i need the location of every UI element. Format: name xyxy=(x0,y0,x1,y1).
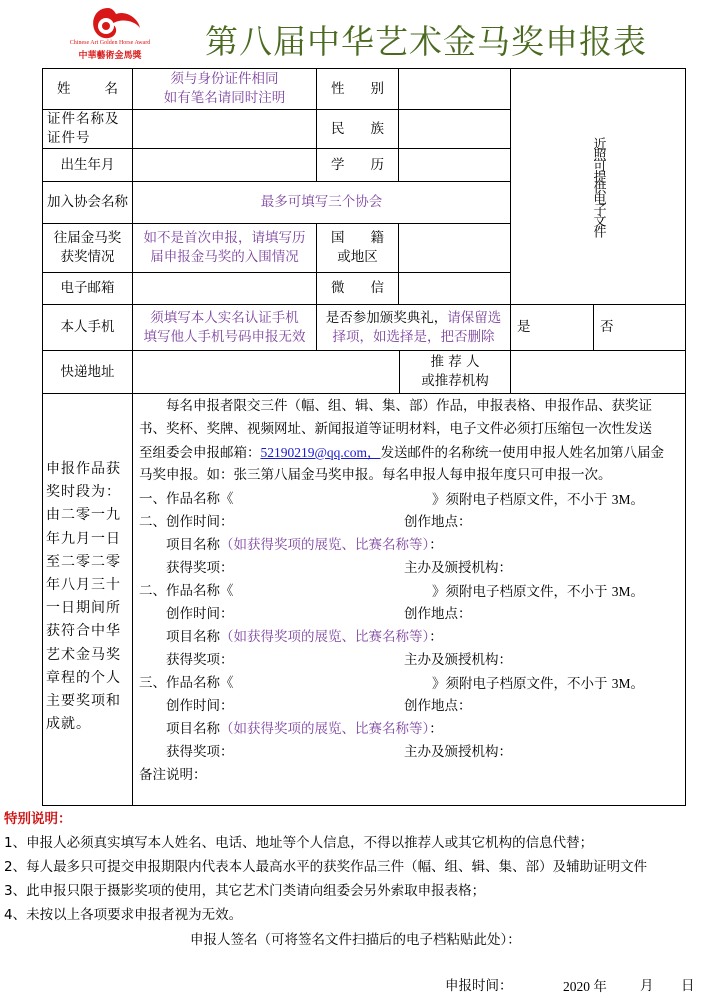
ceremony-yes-option[interactable]: 是 xyxy=(517,319,531,335)
note-item-4: 4、未按以上各项要求申报者视为无效。 xyxy=(4,907,243,923)
work-3-time-label: 创作时间： xyxy=(166,698,234,714)
remarks-label: 备注说明： xyxy=(139,767,207,783)
date-day: 日 xyxy=(681,978,695,994)
intro-line-4: 马奖申报。如：张三第八届金马奖申报。每名申报人每申报年度只可申报一次。 xyxy=(139,467,612,483)
logo-english: Chinese Art Golden Horse Award xyxy=(69,40,151,46)
nationality-field[interactable] xyxy=(399,224,510,272)
phone-label: 本人手机 xyxy=(60,319,115,335)
logo xyxy=(60,4,160,60)
work-1-project-label: 项目名称（如获得奖项的展览、比赛名称等）： xyxy=(166,537,443,553)
wechat-label: 微 信 xyxy=(331,280,384,296)
work-1-award-label: 获得奖项： xyxy=(166,560,234,576)
phone-field[interactable]: 须填写本人实名认证手机 填写他人手机号码申报无效 xyxy=(143,309,306,345)
ethnicity-label: 民 族 xyxy=(331,120,384,137)
ethnicity-field[interactable] xyxy=(399,110,510,148)
id-label: 证件名称及证件号 xyxy=(47,111,120,146)
work-3-project-label: 项目名称（如获得奖项的展览、比赛名称等）： xyxy=(166,721,443,737)
note-item-2: 2、每人最多只可提交申报期限内代表本人最高水平的获奖作品三件（幅、组、辑、集、部）及辅助证明文件 xyxy=(4,859,648,875)
id-field[interactable] xyxy=(133,110,316,148)
notes-heading: 特别说明： xyxy=(4,811,72,827)
logo-chinese: 中華藝術金馬獎 xyxy=(78,51,142,61)
intro-line-2: 书、奖杯、奖牌、视频网址、新闻报道等证明材料，电子文件必须打压缩包一次性发送 xyxy=(139,421,652,437)
work-2-title-label: 二、作品名称《 xyxy=(139,583,234,599)
works-period-label: 申报作品获 奖时段为： 由二零一九 年九月一日 至二零二零 年八月三十 一日期间所 获符合中华 艺术金马奖 章程的个人 主要奖项和 成就。 xyxy=(46,461,121,733)
birth-field[interactable] xyxy=(133,149,316,181)
work-1-org-label: 主办及颁授机构： xyxy=(404,560,512,576)
gender-field[interactable] xyxy=(399,69,510,109)
birth-label: 出生年月 xyxy=(60,156,115,173)
work-1-time-label: 二、创作时间： xyxy=(139,514,234,530)
work-2-org-label: 主办及颁授机构： xyxy=(404,652,512,668)
education-field[interactable] xyxy=(399,149,510,181)
ceremony-question: 是否参加颁奖典礼，请保留选 择项，如选择是，把否删除 xyxy=(325,309,502,345)
association-label: 加入协会名称 xyxy=(47,194,128,210)
past-awards-field[interactable]: 如不是首次申报，请填写历 届申报金马奖的入围情况 xyxy=(143,230,306,265)
email-label: 电子邮箱 xyxy=(60,280,115,296)
address-label: 快递地址 xyxy=(60,363,115,380)
recommender-field[interactable] xyxy=(511,351,685,393)
work-2-place-label: 创作地点： xyxy=(404,606,472,622)
work-3-file-req: 》须附电子档原文件，不小于 3M。 xyxy=(432,676,645,692)
gender-label: 性 别 xyxy=(331,80,384,97)
note-item-1: 1、申报人必须真实填写本人姓名、电话、地址等个人信息，不得以推荐人或其它机构的信息代替； xyxy=(4,835,594,851)
signature-label: 申报人签名（可将签名文件扫描后的电子档粘贴此处）： xyxy=(190,932,521,948)
education-label: 学 历 xyxy=(331,156,384,173)
email-field[interactable] xyxy=(133,273,316,304)
recommender-label: 推 荐 人 或推荐机构 xyxy=(421,354,489,389)
work-2-award-label: 获得奖项： xyxy=(166,652,234,668)
submission-email-link[interactable]: 52190219@qq.com， xyxy=(260,445,381,460)
date-label: 申报时间： xyxy=(445,978,513,994)
work-1-place-label: 创作地点： xyxy=(404,514,472,530)
work-2-file-req: 》须附电子档原文件，不小于 3M。 xyxy=(432,584,645,600)
work-1-file-req: 》须附电子档原文件，不小于 3M。 xyxy=(432,492,645,508)
date-year: 2020 年 xyxy=(563,979,607,995)
association-field[interactable]: 最多可填写三个协会 xyxy=(260,194,383,210)
work-3-place-label: 创作地点： xyxy=(404,698,472,714)
photo-field[interactable] xyxy=(511,69,685,304)
address-field[interactable] xyxy=(133,351,399,393)
page-title: 第八届中华艺术金马奖申报表 xyxy=(205,22,647,61)
name-label: 姓 名 xyxy=(57,80,118,97)
work-3-org-label: 主办及颁授机构： xyxy=(404,744,512,760)
ceremony-no-option[interactable]: 否 xyxy=(600,319,614,335)
past-awards-label: 往届金马奖获奖情况 xyxy=(53,230,122,265)
nationality-label: 国 籍 或地区 xyxy=(331,230,384,265)
intro-line-3: 至组委会申报邮箱：52190219@qq.com，发送邮件的名称统一使用申报人姓名加第八届金 xyxy=(139,445,665,461)
work-3-award-label: 获得奖项： xyxy=(166,744,234,760)
date-month: 月 xyxy=(640,978,654,994)
note-item-3: 3、此申报只限于摄影奖项的使用，其它艺术门类请向组委会另外索取申报表格； xyxy=(4,883,486,899)
work-2-project-label: 项目名称（如获得奖项的展览、比赛名称等）： xyxy=(166,629,443,645)
name-field[interactable]: 须与身份证件相同 如有笔名请同时注明 xyxy=(163,71,286,106)
work-1-title-label: 一、作品名称《 xyxy=(139,491,234,507)
work-3-title-label: 三、作品名称《 xyxy=(139,675,234,691)
work-2-time-label: 创作时间： xyxy=(166,606,234,622)
wechat-field[interactable] xyxy=(399,273,510,304)
photo-hint: 近照可提供电子文件 xyxy=(590,137,606,236)
intro-line-1: 每名申报者限交三件（幅、组、辑、集、部）作品，申报表格、申报作品、获奖证 xyxy=(166,398,652,414)
